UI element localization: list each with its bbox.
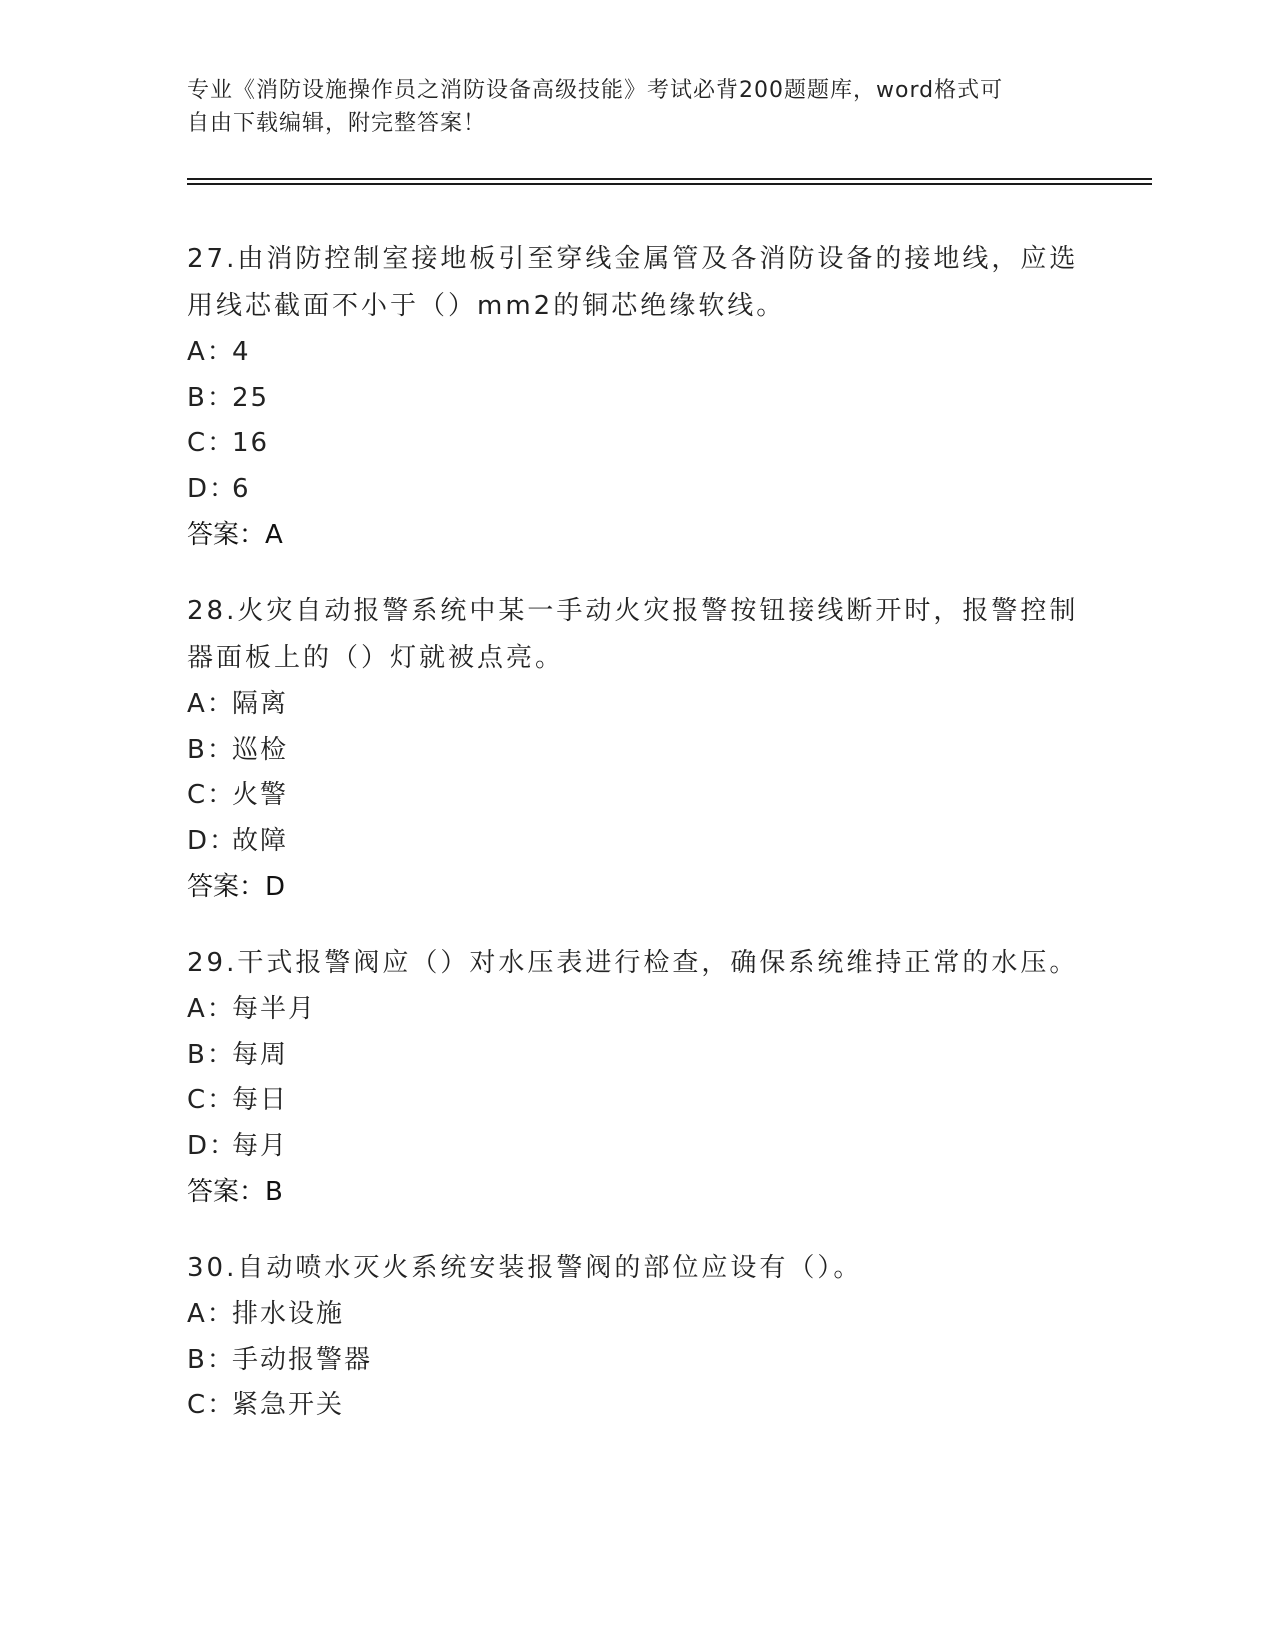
option-key: D：: [187, 473, 238, 504]
option-d: [187, 467, 1087, 513]
question-stem-line: 30.自动喷水灭火系统安装报警阀的部位应设有（）。: [187, 1253, 863, 1283]
option-key: B：: [187, 734, 235, 765]
question-item: [187, 1245, 1087, 1429]
question-stem-line: 器面板上的（）灯就被点亮。: [187, 643, 565, 673]
option-text: 4: [232, 337, 251, 367]
answer-line: 答案：B: [187, 1177, 283, 1207]
option-b: [187, 1033, 1087, 1079]
option-c: [187, 1078, 1087, 1124]
option-text: 每半月: [232, 994, 317, 1024]
question-stem-line: 用线芯截面不小于（）mm2的铜芯绝缘软线。: [187, 291, 786, 321]
question-stem-line: 29.干式报警阀应（）对水压表进行检查，确保系统维持正常的水压。: [187, 948, 1079, 978]
option-key: B：: [187, 1344, 235, 1375]
option-a: [187, 682, 1087, 728]
question-stem-line: 27.由消防控制室接地板引至穿线金属管及各消防设备的接地线，应选: [187, 244, 1079, 274]
option-text: 故障: [232, 825, 289, 856]
option-c: [187, 773, 1087, 819]
question-item: [187, 236, 1087, 558]
option-b: [187, 1338, 1087, 1384]
option-key: B：: [187, 1039, 235, 1070]
option-key: A：: [187, 994, 235, 1024]
question-stem: [187, 588, 1087, 682]
answer-line: 答案：D: [187, 872, 286, 902]
option-key: C：: [187, 780, 236, 810]
header-line-2: 自由下载编辑，附完整答案！: [187, 111, 487, 136]
option-text: 16: [232, 428, 270, 458]
option-text: 排水设施: [232, 1299, 345, 1329]
answer-line: 答案：A: [187, 520, 283, 550]
question-stem: [187, 236, 1087, 330]
option-text: 6: [232, 473, 251, 504]
question-list: [187, 236, 1087, 1459]
option-key: C：: [187, 1085, 236, 1115]
question-stem: [187, 1245, 1087, 1292]
option-text: 每月: [232, 1130, 289, 1161]
option-text: 手动报警器: [232, 1344, 373, 1375]
question-item: [187, 940, 1087, 1215]
option-a: [187, 987, 1087, 1033]
option-text: 隔离: [232, 689, 289, 719]
option-key: D：: [187, 1130, 238, 1161]
option-text: 每周: [232, 1039, 289, 1070]
header-divider-bottom: [187, 183, 1152, 185]
question-item: [187, 588, 1087, 910]
option-a: [187, 330, 1087, 376]
option-d: [187, 819, 1087, 865]
option-d: [187, 1124, 1087, 1170]
option-text: 巡检: [232, 734, 289, 765]
option-text: 25: [232, 382, 270, 413]
document-header: [187, 74, 1087, 140]
header-divider-top: [187, 178, 1152, 180]
option-a: [187, 1292, 1087, 1338]
option-key: A：: [187, 689, 235, 719]
option-b: [187, 728, 1087, 774]
option-key: C：: [187, 428, 236, 458]
header-line-1: 专业《消防设施操作员之消防设备高级技能》考试必背200题题库，word格式可: [187, 78, 1004, 103]
option-c: [187, 421, 1087, 467]
question-stem-line: 28.火灾自动报警系统中某一手动火灾报警按钮接线断开时，报警控制: [187, 596, 1079, 626]
option-key: C：: [187, 1390, 236, 1420]
option-b: [187, 376, 1087, 422]
question-stem: [187, 940, 1087, 987]
option-key: A：: [187, 337, 235, 367]
option-c: [187, 1383, 1087, 1429]
option-text: 紧急开关: [232, 1390, 345, 1420]
option-text: 每日: [232, 1085, 289, 1115]
option-text: 火警: [232, 780, 289, 810]
option-key: B：: [187, 382, 235, 413]
option-key: D：: [187, 825, 238, 856]
option-key: A：: [187, 1299, 235, 1329]
